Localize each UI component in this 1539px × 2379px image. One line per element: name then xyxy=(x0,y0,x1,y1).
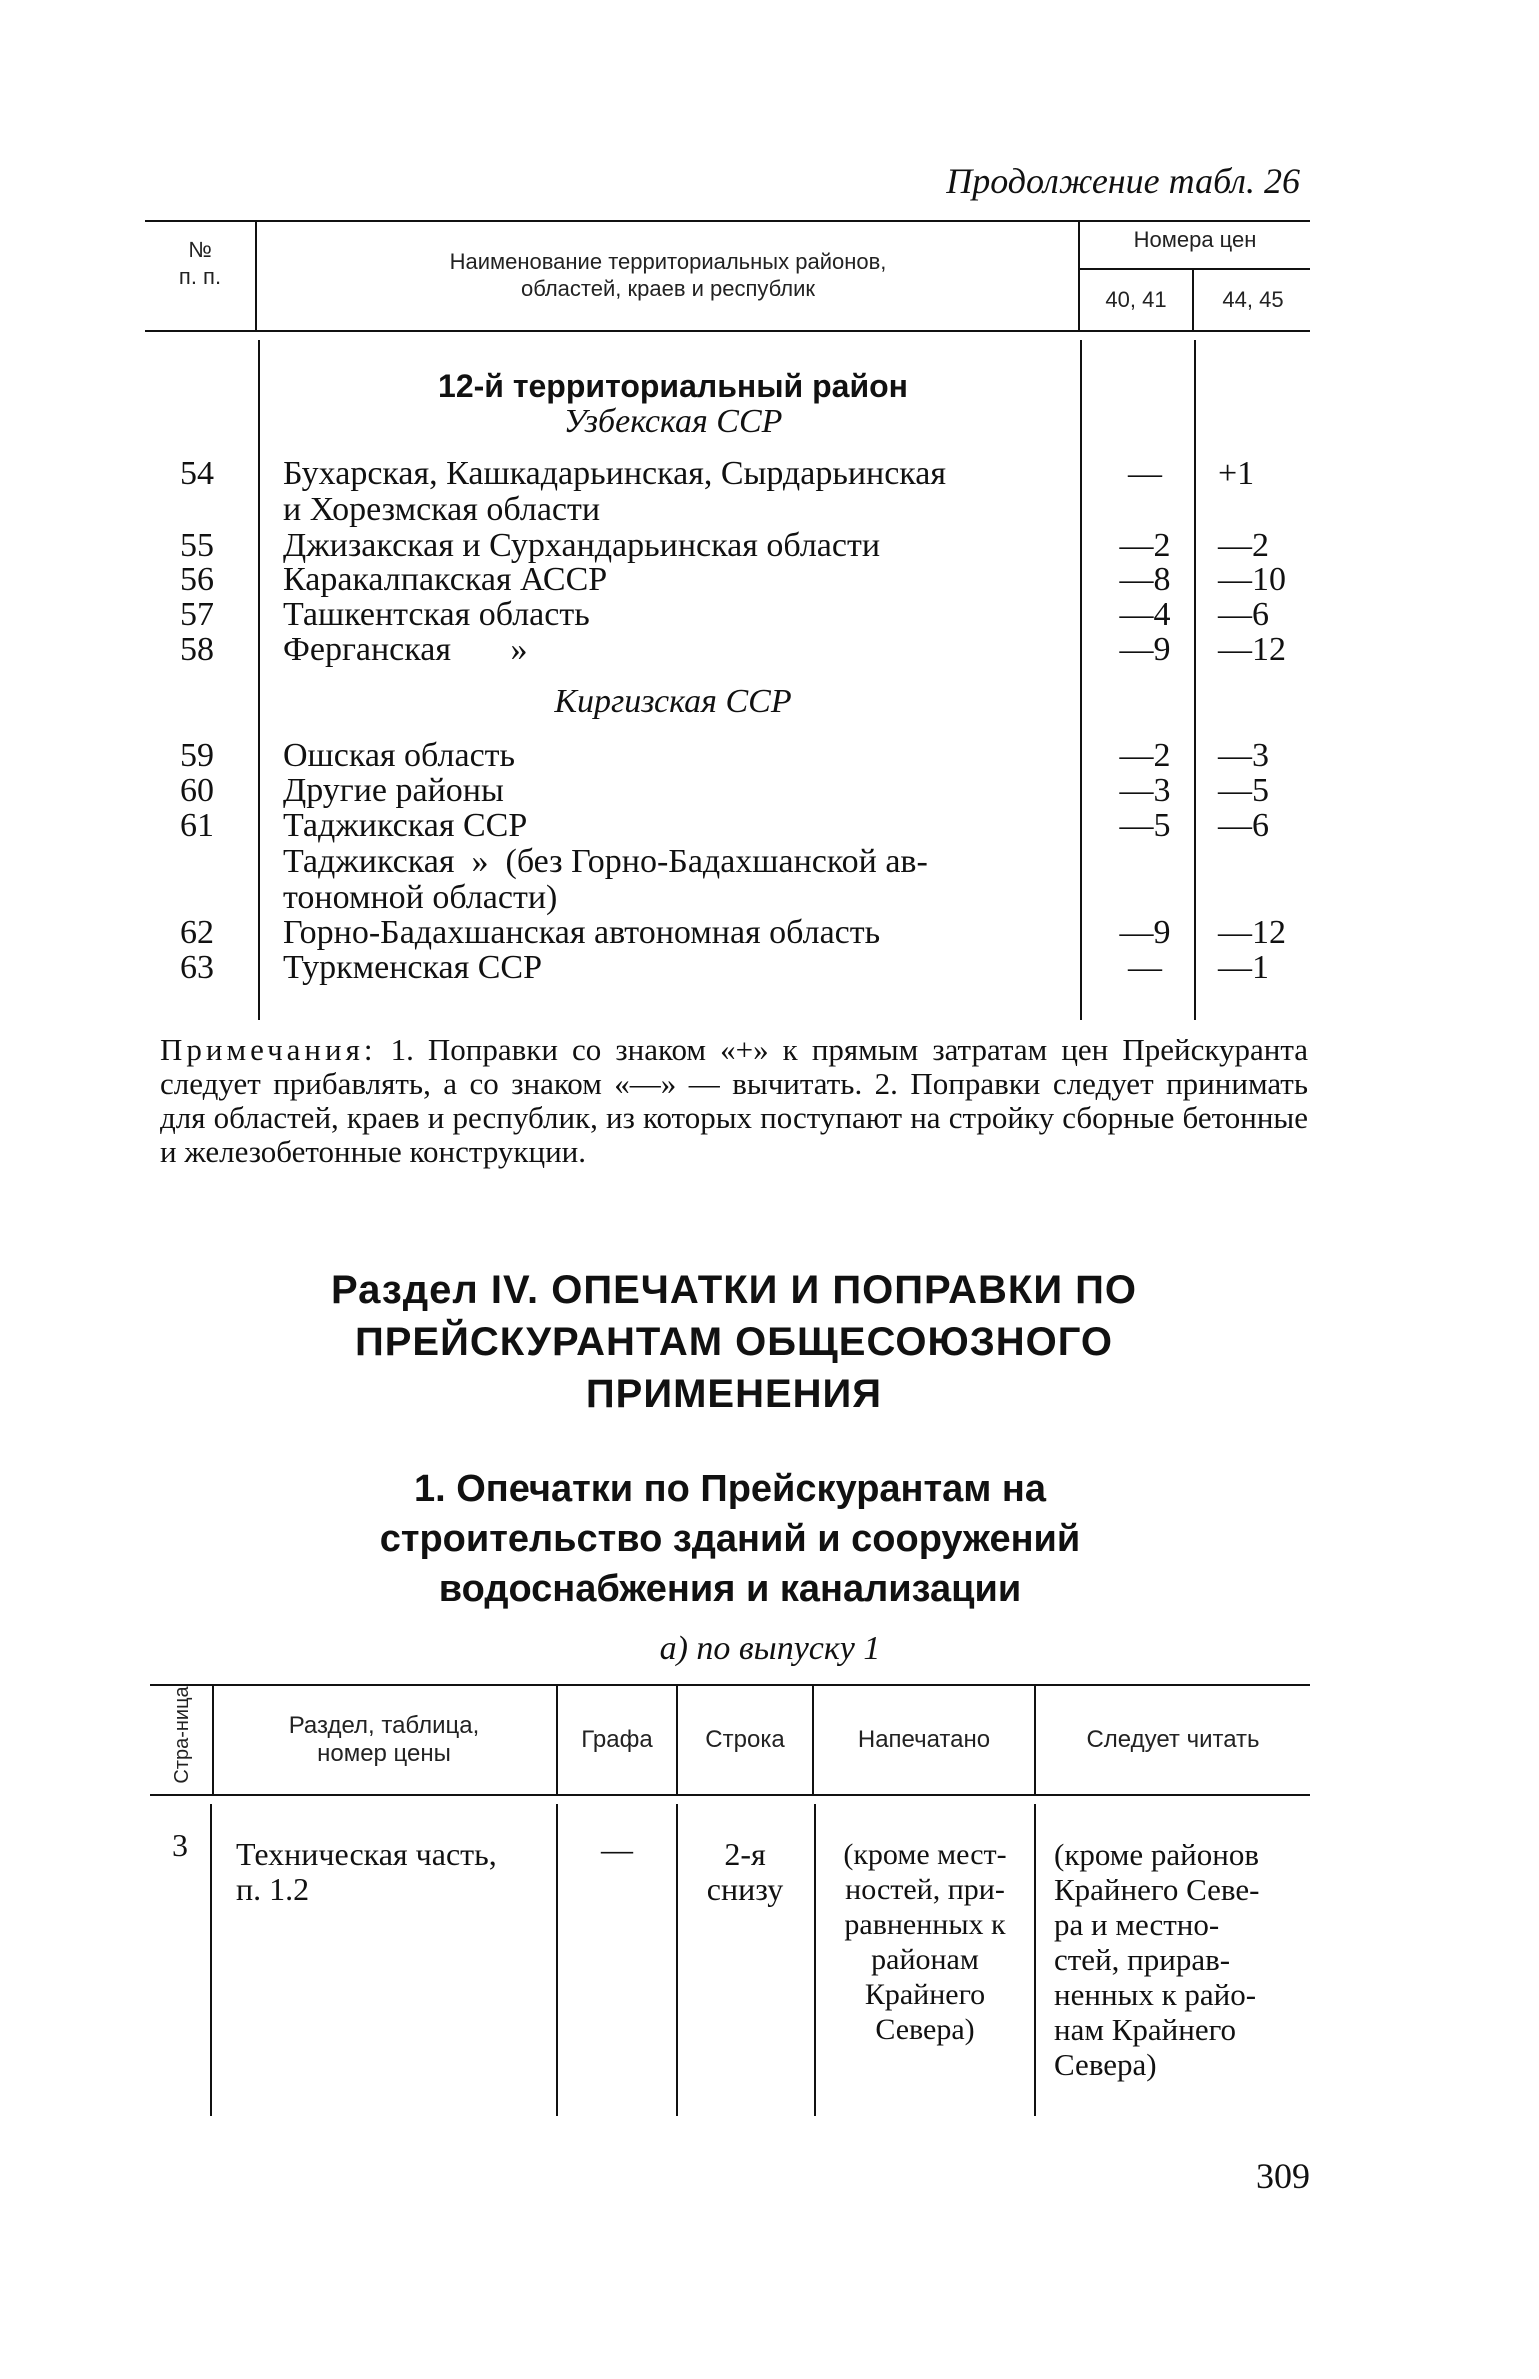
header-section xyxy=(214,1712,554,1768)
cell-printed-line: равненных к xyxy=(844,1908,1006,1941)
table1-header-rule xyxy=(145,330,1310,332)
cell-printed-line: районам xyxy=(871,1943,979,1976)
row-no: 61 xyxy=(180,807,214,844)
table1-divider-no-body xyxy=(258,340,260,1020)
cell-printed-line: (кроме мест- xyxy=(843,1838,1007,1871)
row-value-40-41: — xyxy=(1128,455,1162,492)
cell-printed-line: Крайнего xyxy=(864,1978,986,2011)
kyrgyz-title: Киргизская ССР xyxy=(554,683,792,720)
table2-top-rule xyxy=(150,1684,1310,1686)
header-column: Графа xyxy=(581,1726,653,1753)
cell-should-read xyxy=(1054,1837,1310,2082)
row-no: 56 xyxy=(180,561,214,598)
notes-label: Примечания: xyxy=(160,1032,377,1067)
row-no: 54 xyxy=(180,455,214,492)
header-col2: 44, 45 xyxy=(1222,287,1284,312)
row-name: Ферганская » xyxy=(283,631,528,668)
cell-should-read-line: Крайнего Севе- xyxy=(1054,1872,1260,1907)
row-no: 60 xyxy=(180,772,214,809)
table-notes xyxy=(160,1033,1308,1169)
section-heading-line2: ПРЕЙСКУРАНТАМ ОБЩЕСОЮЗНОГО xyxy=(354,1320,1114,1364)
table2-body-divider-4 xyxy=(814,1804,816,2116)
table1-divider-prices xyxy=(1192,270,1194,330)
row-name: Горно-Бадахшанская автономная область xyxy=(283,914,881,951)
issue-caption: а) по выпуску 1 xyxy=(659,1630,881,1667)
cell-should-read-line: нам Крайнего xyxy=(1054,2012,1237,2047)
header-section-line2: номер цены xyxy=(317,1740,451,1767)
row-no: 63 xyxy=(180,949,214,986)
row-value-44-45: +1 xyxy=(1218,455,1255,492)
row-value-44-45: —6 xyxy=(1218,596,1269,633)
row-name: Таджикская » (без Горно-Бадахшанской ав- xyxy=(283,843,928,880)
header-no-line2: п. п. xyxy=(178,264,222,289)
table2-header-rule xyxy=(150,1794,1310,1796)
cell-line xyxy=(678,1837,812,1907)
row-value-40-41: —9 xyxy=(1119,631,1171,668)
row-no: 58 xyxy=(180,631,214,668)
section-heading xyxy=(160,1264,1308,1420)
row-no: 62 xyxy=(180,914,214,951)
header-name-line1: Наименование территориальных районов, xyxy=(449,249,887,274)
page-number: 309 xyxy=(1256,2156,1310,2196)
header-col1: 40, 41 xyxy=(1105,287,1167,312)
cell-should-read-line: (кроме районов xyxy=(1054,1837,1259,1872)
subsection-heading-line1: 1. Опечатки по Прейскурантам на xyxy=(413,1468,1046,1510)
row-value-40-41: —5 xyxy=(1119,807,1171,844)
row-no: 57 xyxy=(180,596,214,633)
table1-top-rule xyxy=(145,220,1310,222)
subsection-heading xyxy=(230,1464,1230,1614)
row-name: Джизакская и Сурхандарьинская области xyxy=(283,527,881,564)
row-name: Ташкентская область xyxy=(283,596,590,633)
table1-subheader-rule xyxy=(1078,268,1310,270)
cell-section xyxy=(236,1837,552,1907)
table-continuation-title: Продолжение табл. 26 xyxy=(946,161,1300,201)
cell-section-line1: Техническая часть, xyxy=(236,1836,497,1872)
row-name: Каракалпакская АССР xyxy=(283,561,608,598)
header-line: Строка xyxy=(705,1726,785,1753)
row-value-44-45: —1 xyxy=(1218,949,1269,986)
row-value-40-41: —2 xyxy=(1119,737,1171,774)
row-value-44-45: —2 xyxy=(1218,527,1269,564)
row-value-40-41: —2 xyxy=(1119,527,1171,564)
cell-should-read-line: Севера) xyxy=(1054,2047,1157,2082)
row-name: Туркменская ССР xyxy=(283,949,542,986)
row-name: тономной области) xyxy=(283,879,558,916)
header-prices: Номера цен xyxy=(1133,227,1257,252)
row-value-40-41: —3 xyxy=(1119,772,1171,809)
row-value-40-41: — xyxy=(1128,949,1162,986)
header-no-line1: № xyxy=(188,237,212,262)
subsection-heading-line2: строительство зданий и сооружений xyxy=(379,1518,1081,1560)
notes-text: 1. Поправки со знаком «+» к прямым затратам цен Прейскуранта следует прибавлять, а со знаком «—» — вычитать. 2. Поправки следует принимать для областей, краев и республик, из которых поступают на стройку сборные бетонные и железобетонные конструкции. xyxy=(160,1032,1308,1169)
header-name xyxy=(260,248,1076,302)
row-value-40-41: —9 xyxy=(1119,914,1171,951)
row-value-44-45: —5 xyxy=(1218,772,1269,809)
row-no: 59 xyxy=(180,737,214,774)
row-no: 55 xyxy=(180,527,214,564)
cell-page: 3 xyxy=(172,1827,188,1863)
row-name: Бухарская, Кашкадарьинская, Сырдарьинская xyxy=(283,455,947,492)
cell-line-line2: снизу xyxy=(706,1871,784,1907)
table2-body-divider-5 xyxy=(1034,1804,1036,2116)
row-name: Таджикская ССР xyxy=(283,807,528,844)
cell-printed-line: ностей, при- xyxy=(845,1873,1005,1906)
cell-should-read-line: стей, прирав- xyxy=(1054,1942,1231,1977)
uzbek-title: Узбекская ССР xyxy=(563,403,783,440)
row-name: Другие районы xyxy=(283,772,504,809)
header-should-read: Следует читать xyxy=(1086,1726,1260,1753)
header-printed: Напечатано xyxy=(857,1726,991,1753)
section-heading-line1: Раздел IV. ОПЕЧАТКИ И ПОПРАВКИ ПО xyxy=(330,1268,1138,1312)
subsection-heading-line3: водоснабжения и канализации xyxy=(438,1568,1022,1610)
row-value-40-41: —8 xyxy=(1119,561,1171,598)
cell-should-read-line: ра и местно- xyxy=(1054,1907,1220,1942)
row-value-44-45: —3 xyxy=(1218,737,1269,774)
cell-printed xyxy=(818,1837,1032,2047)
row-value-40-41: —4 xyxy=(1119,596,1171,633)
cell-column: — xyxy=(601,1831,633,1867)
table1-divider-name-body xyxy=(1080,340,1082,1020)
row-name: Ошская область xyxy=(283,737,516,774)
row-name: и Хорезмская области xyxy=(283,491,601,528)
cell-should-read-line: ненных к райо- xyxy=(1054,1977,1257,2012)
cell-printed-line: Севера) xyxy=(875,2013,975,2046)
row-value-44-45: —6 xyxy=(1218,807,1269,844)
cell-section-line2: п. 1.2 xyxy=(236,1871,310,1907)
header-no xyxy=(145,236,255,290)
header-section-line1: Раздел, таблица, xyxy=(288,1712,480,1739)
row-value-44-45: —12 xyxy=(1218,914,1286,951)
header-name-line2: областей, краев и республик xyxy=(520,276,816,301)
header-page: Стра-ница xyxy=(171,1686,193,1784)
table2-body-divider-1 xyxy=(210,1804,212,2116)
table1-divider-no xyxy=(255,222,257,330)
district-title: 12-й территориальный район xyxy=(438,368,908,404)
row-value-44-45: —12 xyxy=(1218,631,1286,668)
cell-line-line1: 2-я xyxy=(724,1836,766,1872)
row-value-44-45: —10 xyxy=(1218,561,1286,598)
section-heading-line3: ПРИМЕНЕНИЯ xyxy=(585,1372,883,1416)
